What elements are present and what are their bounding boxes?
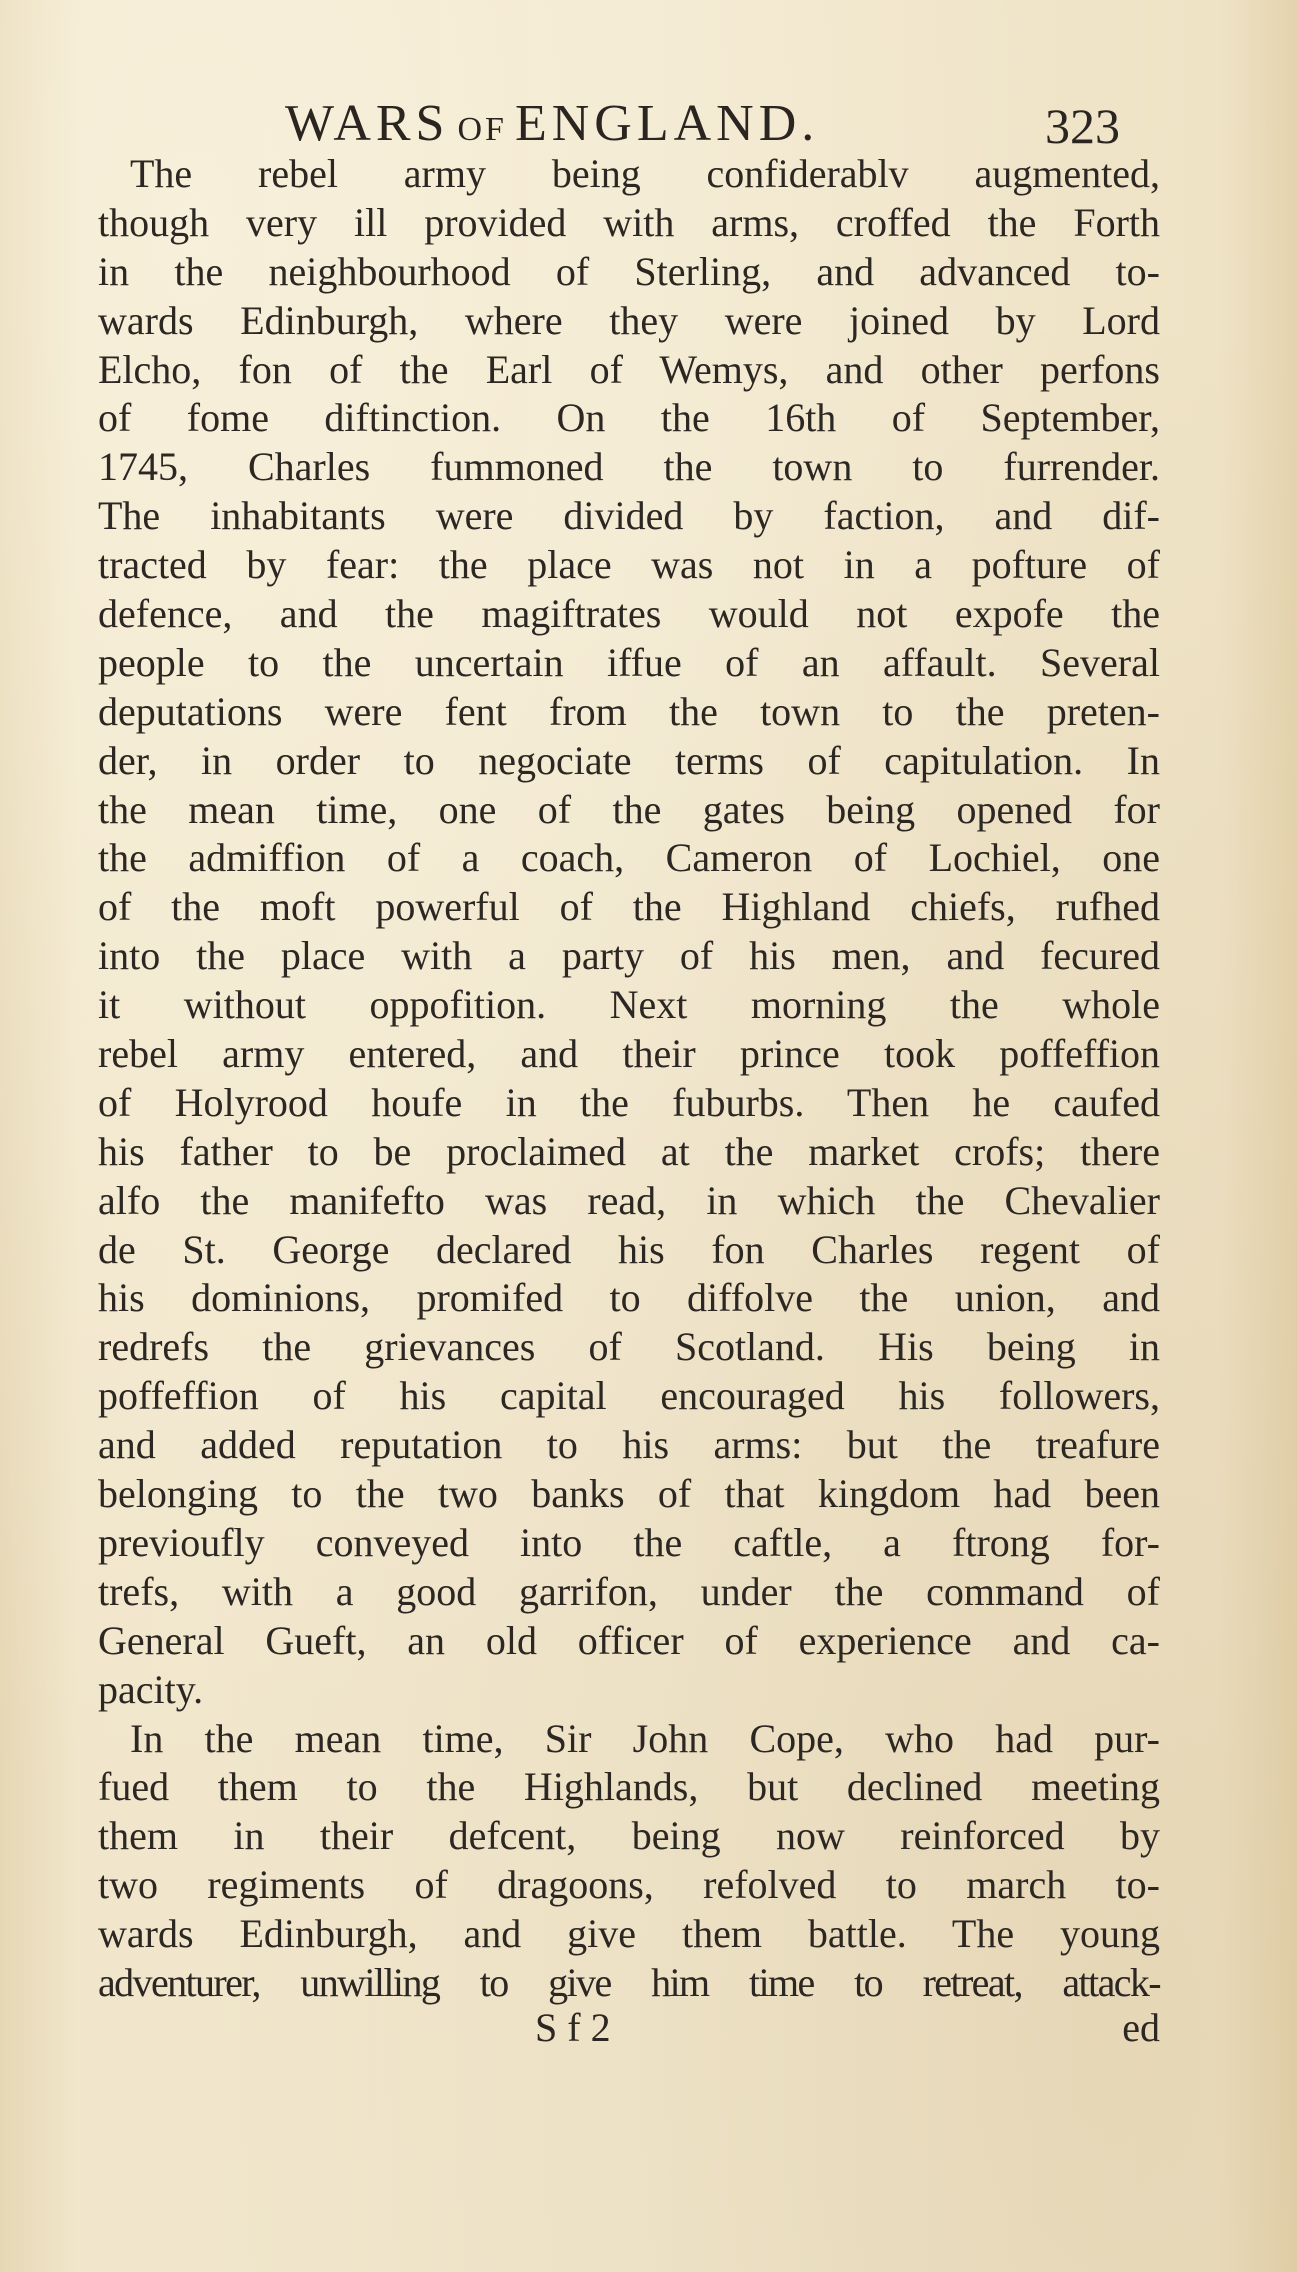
running-title-england: ENGLAND. <box>514 95 820 152</box>
text-line: Elcho, fon of the Earl of Wemys, and other perfons <box>98 346 1160 392</box>
body-text <box>98 150 1160 2008</box>
text-line: redrefs the grievances of Scotland. His being in <box>98 1324 1160 1370</box>
text-line: in the neighbourhood of Sterling, and advanced to- <box>98 248 1160 294</box>
text-line: previoufly conveyed into the caftle, a ftrong for- <box>98 1519 1160 1565</box>
running-title-of: OF <box>457 111 507 148</box>
page-number: 323 <box>1045 98 1120 154</box>
text-line: his dominions, promifed to diffolve the union, and <box>98 1275 1160 1321</box>
text-line: General Gueft, an old officer of experience and ca- <box>98 1617 1160 1663</box>
signature-mark: S f 2 <box>535 2005 611 2050</box>
text-line: de St. George declared his fon Charles regent of <box>98 1226 1160 1272</box>
text-line: people to the uncertain iffue of an affault. Several <box>98 639 1160 685</box>
text-line: deputations were fent from the town to the preten- <box>98 688 1160 734</box>
text-line: though very ill provided with arms, croffed the Forth <box>98 199 1160 245</box>
text-line: rebel army entered, and their prince took poffeffion <box>98 1031 1160 1077</box>
text-line: der, in order to negociate terms of capitulation. In <box>98 737 1160 783</box>
text-line: poffeffion of his capital encouraged his followers, <box>98 1373 1160 1419</box>
text-line: tracted by fear: the place was not in a pofture of <box>98 542 1160 588</box>
text-line: The rebel army being confiderablv augmented, <box>130 151 1160 196</box>
text-line: In the mean time, Sir John Cope, who had pur- <box>130 1715 1160 1761</box>
text-line: into the place with a party of his men, and fecured <box>98 933 1160 979</box>
text-line: of Holyrood houfe in the fuburbs. Then he caufed <box>98 1079 1160 1125</box>
text-line: the admiffion of a coach, Cameron of Lochiel, one <box>98 835 1160 881</box>
text-line: fued them to the Highlands, but declined meeting <box>98 1764 1160 1810</box>
text-line: adventurer, unwilling to give him time to retreat, attack- <box>98 1959 1160 2005</box>
text-line: his father to be proclaimed at the market crofs; there <box>98 1128 1160 1174</box>
catchword: ed <box>1122 2005 1160 2050</box>
text-line: of the moft powerful of the Highland chiefs, rufhed <box>98 884 1160 930</box>
footer-line <box>98 2004 1160 2054</box>
text-line: belonging to the two banks of that kingdom had been <box>98 1471 1160 1517</box>
text-line: wards Edinburgh, where they were joined by Lord <box>98 297 1160 343</box>
text-line: trefs, with a good garrifon, under the command of <box>98 1568 1160 1614</box>
running-head <box>0 94 1297 154</box>
text-line: The inhabitants were divided by faction, and dif- <box>98 493 1160 539</box>
text-line: alfo the manifefto was read, in which the Chevalier <box>98 1177 1160 1223</box>
text-line: it without oppofition. Next morning the whole <box>98 982 1160 1028</box>
text-line: the mean time, one of the gates being opened for <box>98 786 1160 832</box>
running-title-wars: WARS <box>285 95 450 152</box>
text-line: and added reputation to his arms: but the treafure <box>98 1422 1160 1468</box>
text-line: pacity. <box>98 1666 204 1712</box>
text-line: them in their defcent, being now reinforced by <box>98 1813 1160 1859</box>
text-line: defence, and the magiftrates would not expofe the <box>98 591 1160 637</box>
text-line: two regiments of dragoons, refolved to march to- <box>98 1862 1160 1908</box>
text-line: wards Edinburgh, and give them battle. The young <box>98 1911 1160 1957</box>
text-line: of fome diftinction. On the 16th of September, <box>98 395 1160 441</box>
text-line: 1745, Charles fummoned the town to furrender. <box>98 444 1160 490</box>
